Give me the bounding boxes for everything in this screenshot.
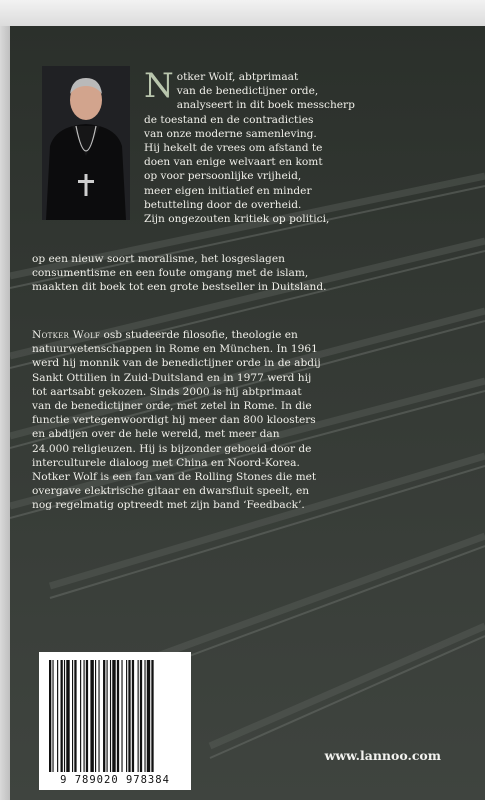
blurb-line: van onze moderne samenleving. — [144, 127, 317, 140]
bio-line — [32, 328, 472, 342]
bio-line: Sankt Ottilien in Zuid-Duitsland en in 1977 werd hij — [32, 371, 312, 384]
page-top-edge — [0, 0, 485, 26]
blurb-line: betutteling door de overheid. — [144, 198, 302, 211]
blurb-paragraph — [144, 66, 474, 226]
author-photo — [42, 66, 130, 220]
publisher-url: www.lannoo.com — [324, 748, 441, 763]
bio-line: tot aartsabt gekozen. Sinds 2000 is hij abtprimaat — [32, 385, 302, 398]
author-bio — [32, 328, 472, 513]
isbn-number: 9 789020 978384 — [60, 774, 170, 786]
drop-cap: N — [144, 66, 174, 106]
blurb-line: consumentisme en een foute omgang met de islam, — [32, 267, 309, 280]
barcode-bars — [39, 652, 191, 790]
blurb-line: op voor persoonlijke vrijheid, — [144, 170, 302, 183]
bio-line: van de benedictijner orde, met zetel in Rome. In die — [32, 400, 312, 413]
blurb-paragraph-continued — [32, 252, 472, 295]
book-back-cover — [10, 26, 485, 800]
blurb-line: Hij hekelt de vrees om afstand te — [144, 142, 323, 155]
bio-line: nog regelmatig optreedt met zijn band ‘Feedback’. — [32, 499, 305, 512]
blurb-line: de toestand en de contradicties — [144, 113, 314, 126]
bio-line-rest: osb studeerde filosofie, theologie en — [100, 329, 298, 341]
blurb-line: analyseert in dit boek messcherp — [176, 99, 355, 112]
page-left-edge — [0, 26, 10, 800]
blurb-line: op een nieuw soort moralisme, het losgeslagen — [32, 253, 285, 265]
bio-line: interculturele dialoog met China en Noord-Korea. — [32, 456, 300, 469]
blurb-line: maakten dit boek tot een grote bestseller in Duitsland. — [32, 281, 327, 294]
blurb-line: Zijn ongezouten kritiek op politici, — [144, 213, 330, 226]
bio-line: functie vertegenwoordigt hij meer dan 800 kloosters — [32, 414, 316, 427]
bio-line: natuurwetenschappen in Rome en München. In 1961 — [32, 343, 318, 356]
bio-line: werd hij monnik van de benedictijner orde in de abdij — [32, 357, 321, 370]
blurb-line: doen van enige welvaart en komt — [144, 156, 323, 169]
blurb-line: van de benedictijner orde, — [176, 85, 319, 98]
bio-line: en abdijen over de hele wereld, met meer dan — [32, 428, 280, 441]
bio-line: 24.000 religieuzen. Hij is bijzonder geboeid door de — [32, 442, 312, 455]
bio-line: Notker Wolf is een fan van de Rolling Stones die met — [32, 471, 317, 484]
bio-line: overgave elektrische gitaar en dwarsfluit speelt, en — [32, 485, 310, 498]
isbn-barcode — [39, 652, 191, 790]
author-name: Notker Wolf — [32, 329, 101, 341]
blurb-line: otker Wolf, abtprimaat — [176, 71, 299, 83]
blurb-line: meer eigen initiatief en minder — [144, 184, 312, 197]
